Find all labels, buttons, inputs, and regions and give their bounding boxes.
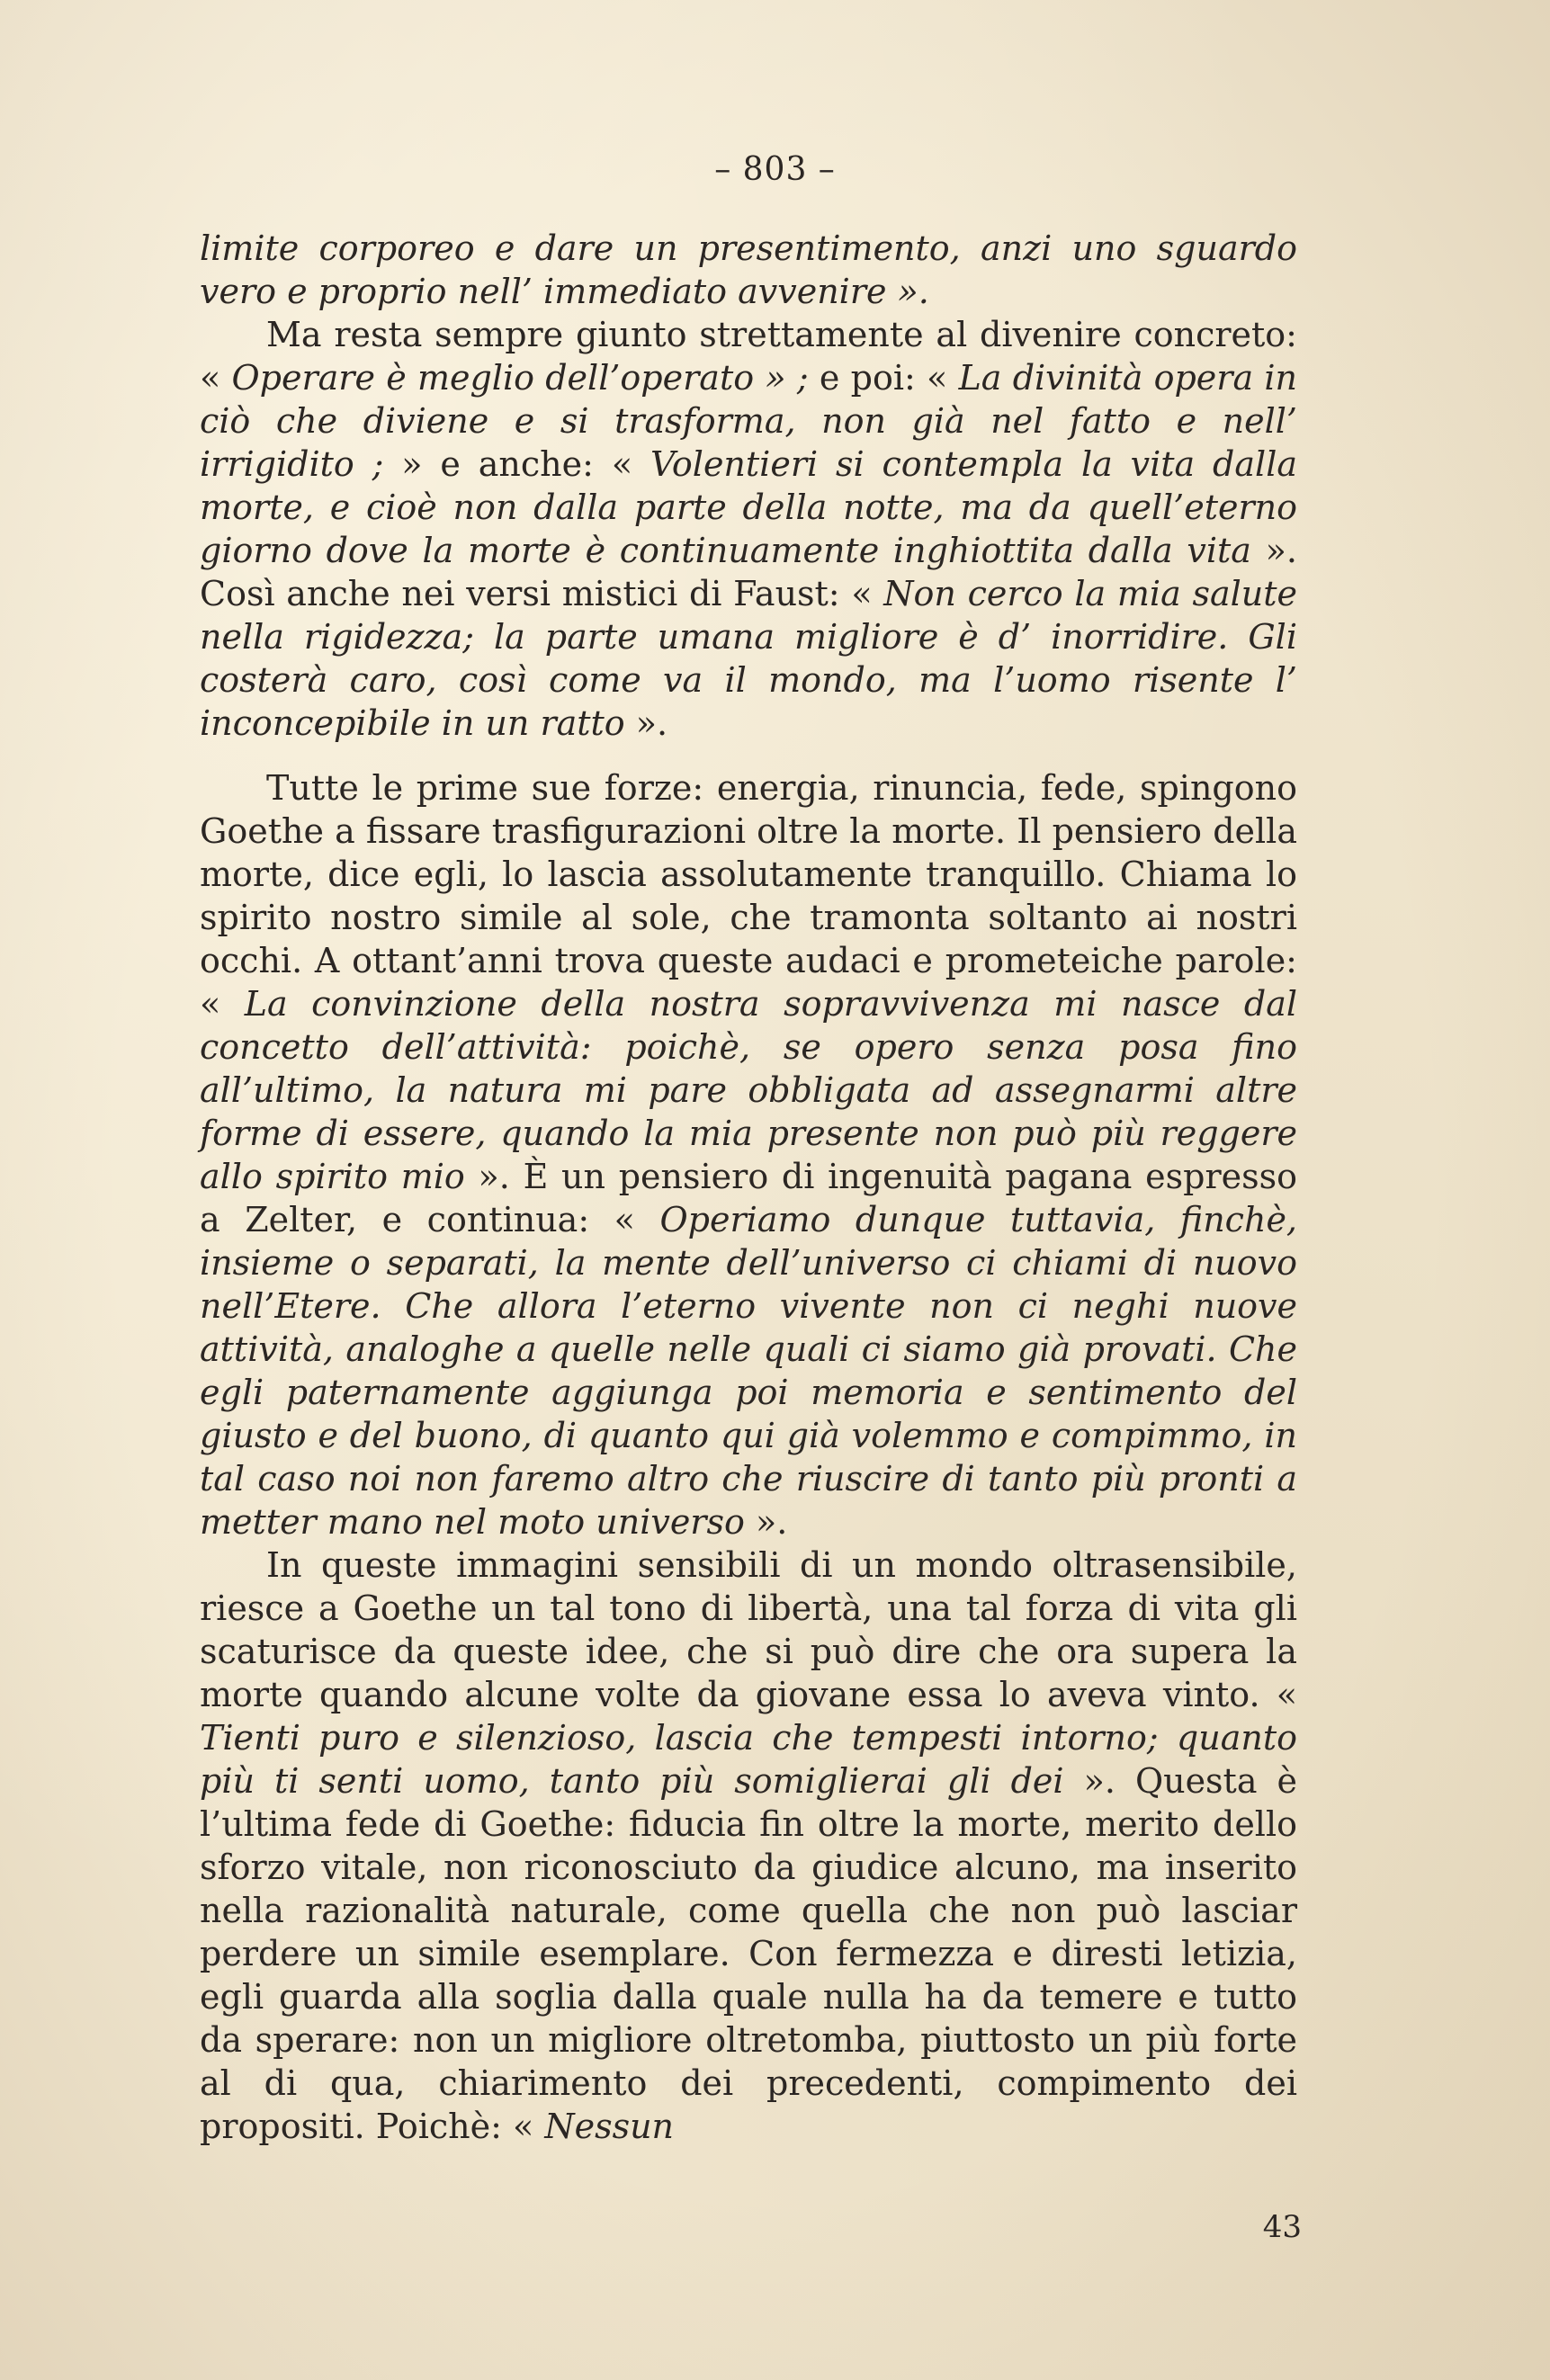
text-span: » e anche: « bbox=[383, 444, 650, 484]
paragraph bbox=[200, 313, 1297, 745]
text-span: e poi: « bbox=[808, 358, 959, 398]
italic-span: Non cerco la mia salute nella rigidezza; la parte umana migliore è d’ inorridire. Gli costerà caro, così come va il mondo, ma l’uomo risente l’ inconcepibile in un ratto bbox=[200, 574, 1297, 743]
page-folio: 43 bbox=[1262, 2209, 1302, 2245]
text-section-1 bbox=[200, 227, 1297, 745]
italic-span: Operiamo dunque tuttavia, finchè, insieme o separati, la mente dell’universo ci chiami di nuovo nell’Etere. Che allora l’eterno vivente non ci neghi nuove attività, analoghe a quelle nelle quali ci siamo già provati. Che egli paternamente aggiunga poi memoria e sentimento del giusto e del buono, di quanto qui già volemmo e compimmo, in tal caso noi non faremo altro che riuscire di tanto più pronti a metter mano nel moto universo bbox=[200, 1200, 1298, 1542]
text-span: Ma resta sempre giunto strettamente al divenire concreto: « bbox=[200, 315, 1297, 398]
italic-span: Nessun bbox=[544, 2107, 675, 2146]
italic-span: Tienti puro e silenzioso, lascia che tempesti intorno; quanto più ti senti uomo, tanto più somiglierai gli dei bbox=[200, 1718, 1297, 1801]
text-span: Tutte le prime sue forze: energia, rinuncia, fede, spingono Goethe a fissare trasfigurazioni oltre la morte. Il pensiero della morte, dice egli, lo lascia assolutamente tranquillo. Chiama lo spirito nostro simile al sole, che tramonta soltanto ai nostri occhi. A ottant’anni trova queste audaci e prometeiche parole: « bbox=[200, 768, 1297, 1024]
paragraph bbox=[200, 1543, 1297, 2148]
text-span: ». bbox=[744, 1502, 788, 1542]
text-span: ». È un pensiero di ingenuità pagana espresso a Zelter, e continua: « bbox=[200, 1157, 1297, 1239]
italic-span: La divinità opera in ciò che diviene e si trasforma, non già nel fatto e nell’ irrigidito ; bbox=[200, 358, 1297, 484]
text-span: ». bbox=[624, 703, 668, 743]
paragraph bbox=[200, 766, 1297, 1543]
text-span: ». Questa è l’ultima fede di Goethe: fiducia fin oltre la morte, merito dello sforzo vitale, non riconosciuto da giudice alcuno, ma inserito nella razionalità naturale, come quella che non può lasciar perdere un simile esemplare. Con fermezza e diresti letizia, egli guarda alla soglia dalla quale nulla ha da temere e tutto da sperare: non un migliore oltretomba, piuttosto un più forte al di qua, chiarimento dei precedenti, compimento dei propositi. Poichè: « bbox=[200, 1761, 1297, 2146]
text-section-2 bbox=[200, 766, 1297, 2148]
page-header: – 803 – bbox=[714, 151, 836, 188]
italic-span: La convinzione della nostra sopravvivenza mi nasce dal concetto dell’attività: poichè, se opero senza posa fino all’ultimo, la natura mi pare obbligata ad assegnarmi altre forme di essere, quando la mia presente non può più reggere allo spirito mio bbox=[200, 984, 1298, 1196]
italic-span: limite corporeo e dare un presentimento, anzi uno sguardo vero e proprio nell’ immediato avvenire ». bbox=[200, 228, 1297, 311]
paragraph-continuation bbox=[200, 227, 1297, 313]
italic-span: Operare è meglio dell’operato » ; bbox=[231, 358, 809, 398]
text-span: In queste immagini sensibili di un mondo oltrasensibile, riesce a Goethe un tal tono di libertà, una tal forza di vita gli scaturisce da queste idee, che si può dire che ora supera la morte quando alcune volte da giovane essa lo aveva vinto. « bbox=[200, 1545, 1297, 1714]
italic-span: Volentieri si contempla la vita dalla morte, e cioè non dalla parte della notte, ma da quell’eterno giorno dove la morte è continuamente inghiottita dalla vita bbox=[200, 444, 1298, 570]
text-span: ». Così anche nei versi mistici di Faust: « bbox=[200, 531, 1297, 613]
